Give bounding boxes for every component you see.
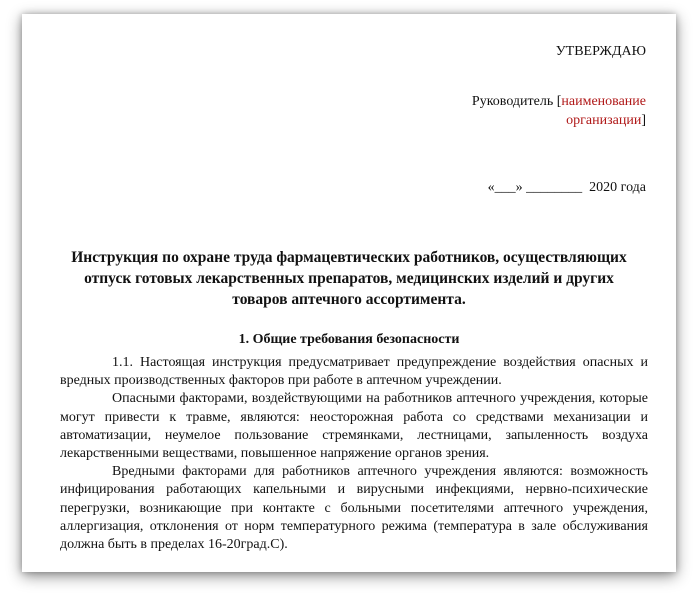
approval-date: «___» ________ 2020 года xyxy=(487,180,646,195)
approval-label: УТВЕРЖДАЮ xyxy=(555,44,646,59)
org-placeholder: наименование xyxy=(561,94,646,109)
head-suffix: ] xyxy=(641,113,646,128)
document-title: Инструкция по охране труда фармацевтических работников, осуществляющих отпуск готовых лекарственных препаратов, медицинских изделий и других товаров аптечного ассортимента. xyxy=(71,249,627,308)
org-placeholder-cont: организации xyxy=(566,113,642,128)
document-page xyxy=(22,14,676,572)
paragraph: Опасными факторами, воздействующими на работников аптечного учреждения, которые могут привести к травме, являются: неосторожная работа со средствами механизации и автоматизации, неумелое пользование стремянками, лестницами, запыленность воздуха лекарственными веществами, повышенное напряжение органов зрения. xyxy=(60,391,648,462)
head-prefix: Руководитель [ xyxy=(471,94,562,109)
paragraph: 1.1. Настоящая инструкция предусматривает предупреждение воздействия опасных и вредных производственных факторов при работе в аптечном учреждении. xyxy=(60,355,648,389)
section-heading: 1. Общие требования безопасности xyxy=(238,332,460,347)
document-body xyxy=(60,354,648,554)
paragraph: Вредными факторами для работников аптечного учреждения являются: возможность инфицирования работающих капельными и вирусными инфекциями, нервно-психические перегрузки, возникающие при контакте с больными посетителями аптечного учреждения, аллергизация, отклонения от норм температурного режима (температура в зале обслуживания должна быть в пределах 16-20град.С). xyxy=(60,464,648,553)
head-signature-block xyxy=(472,92,646,130)
